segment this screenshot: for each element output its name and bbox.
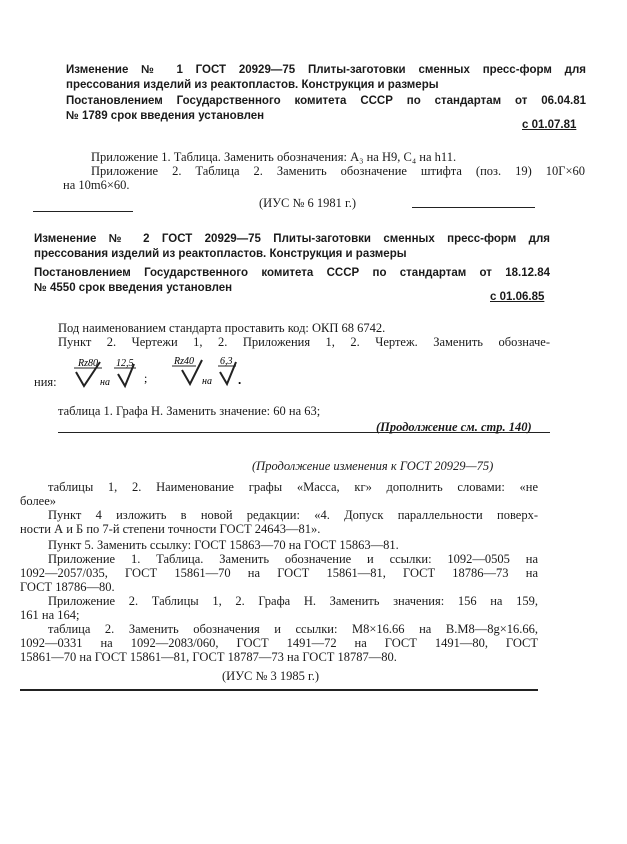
change1-body-line2: Приложение 2. Таблица 2. Заменить обозначение штифта (поз. 19) 10Г×60: [91, 164, 585, 178]
change2-body-line3-start: ния:: [34, 375, 57, 389]
change1-decree-line2: № 1789 срок введения установлен: [66, 110, 265, 122]
change1-decree-line1: Постановлением Государственного комитета СССР по стандартам от 06.04.81: [66, 95, 586, 107]
change2-body-line1: Под наименованием стандарта проставить код: ОКП 68 6742.: [58, 321, 386, 335]
change2-table-line: таблица 1. Графа Н. Заменить значение: 60 на 63;: [58, 404, 321, 418]
cont-line-11: таблица 2. Заменить обозначения и ссылки: М8×16.66 на В.М8—8g×16.66,: [48, 622, 538, 636]
svg-text:.: .: [238, 372, 242, 387]
roughness-sym1-value: Rz80: [78, 358, 98, 369]
continuation-header: (Продолжение изменения к ГОСТ 20929—75): [252, 459, 494, 473]
cont-line-7: 1092—2057/035, ГОСТ 15861—70 на ГОСТ 15861—81, ГОСТ 18786—73 на: [20, 566, 538, 580]
cont-line-3: Пункт 4 изложить в новой редакции: «4. Допуск параллельности поверх-: [48, 508, 538, 522]
change1-rule-left: [33, 211, 133, 212]
change1-body-line3: на 10m6×60.: [63, 178, 130, 192]
change2-ius: (ИУС № 3 1985 г.): [222, 669, 320, 683]
change1-ius: (ИУС № 6 1981 г.): [259, 196, 357, 210]
change2-title-line2: прессования изделий из реактопластов. Конструкция и размеры: [34, 248, 407, 260]
change2-continued-on: (Продолжение см. стр. 140): [376, 420, 532, 434]
change2-decree-line1: Постановлением Государственного комитета СССР по стандартам от 18.12.84: [34, 267, 550, 279]
bottom-rule: [20, 689, 538, 691]
roughness-sym3-value: Rz40: [174, 356, 194, 367]
cont-line-5: Пункт 5. Заменить ссылку: ГОСТ 15863—70 на ГОСТ 15863—81.: [48, 538, 399, 552]
roughness-symbols: [72, 354, 252, 394]
change1-title-line1: Изменение № 1 ГОСТ 20929—75 Плиты-заготовки сменных пресс-форм для: [66, 64, 586, 76]
roughness-sym2-value: 12,5: [116, 358, 134, 369]
change2-title-line1: Изменение № 2 ГОСТ 20929—75 Плиты-заготовки сменных пресс-форм для: [34, 233, 550, 245]
cont-line-1: таблицы 1, 2. Наименование графы «Масса, кг» дополнить словами: «не: [48, 480, 538, 494]
cont-line-12: 1092—0331 на 1092—2083/060, ГОСТ 1491—72 на ГОСТ 1491—80, ГОСТ: [20, 636, 538, 650]
change2-effective-date: с 01.06.85: [490, 291, 545, 303]
change1-rule-right: [412, 207, 535, 208]
cont-line-6: Приложение 1. Таблица. Заменить обозначение и ссылки: 1092—0505 на: [48, 552, 538, 566]
cont-line-13: 15861—70 на ГОСТ 15861—81, ГОСТ 18787—73 на ГОСТ 18787—80.: [20, 650, 397, 664]
change1-title-line2: прессования изделий из реактопластов. Конструкция и размеры: [66, 79, 439, 91]
roughness-sym4-value: 6,3: [220, 356, 233, 367]
roughness-sym1-word: на: [100, 377, 110, 388]
cont-line-8: ГОСТ 18786—80.: [20, 580, 115, 594]
roughness-sym3-word: на: [202, 376, 212, 387]
change1-effective-date: с 01.07.81: [522, 119, 577, 131]
svg-text:;: ;: [144, 371, 148, 385]
change2-decree-line2: № 4550 срок введения установлен: [34, 282, 233, 294]
cont-line-2: более»: [20, 494, 57, 508]
cont-line-9: Приложение 2. Таблицы 1, 2. Графа Н. Заменить значения: 156 на 159,: [48, 594, 538, 608]
cont-line-10: 161 на 164;: [20, 608, 80, 622]
change1-body-line1: Приложение 1. Таблица. Заменить обозначения: A₃ на H9, C₄ на h11.: [91, 150, 457, 164]
change2-body-line2: Пункт 2. Чертежи 1, 2. Приложения 1, 2. Чертеж. Заменить обозначе-: [58, 335, 550, 349]
cont-line-4: ности А и Б по 7-й степени точности ГОСТ 24643—81».: [20, 522, 321, 536]
